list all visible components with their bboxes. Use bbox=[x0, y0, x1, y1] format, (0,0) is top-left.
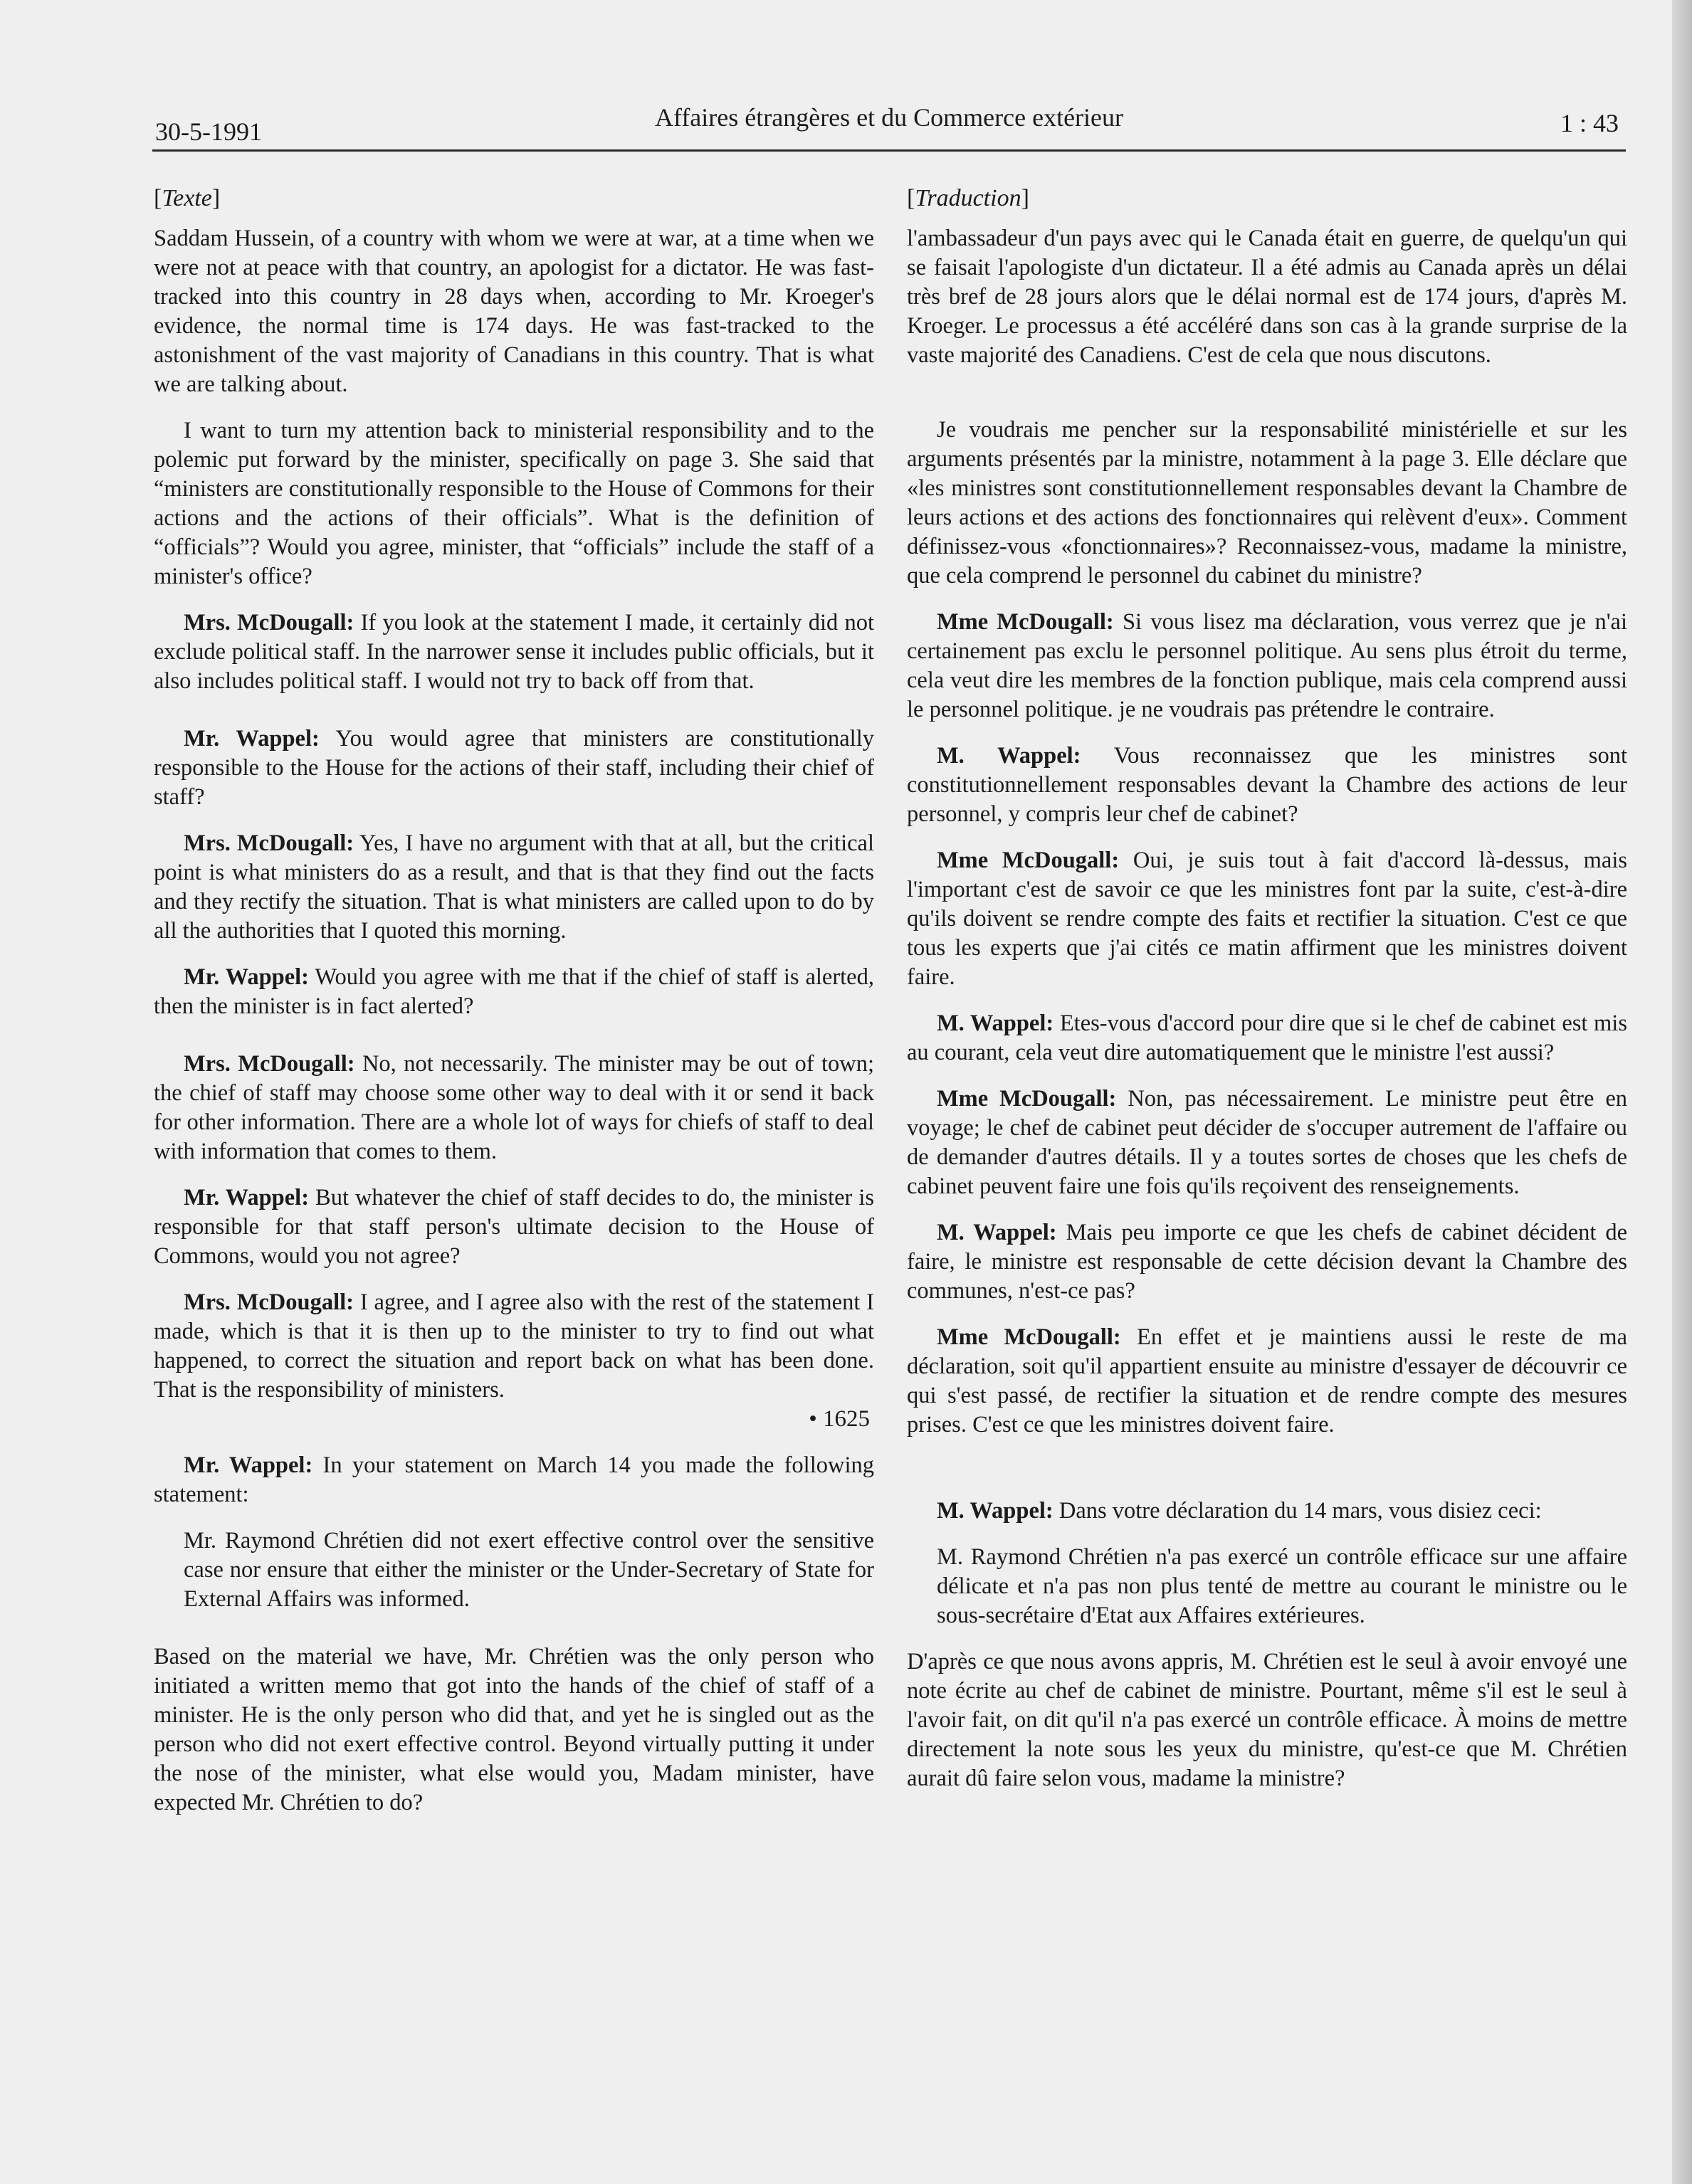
paragraph: Mrs. McDougall: No, not necessarily. The minister may be out of town; the chief of staff may choose some other way to deal with it or send it back for other information. There are a whole lot of ways for chiefs of staff to deal with information that comes to them. bbox=[154, 1051, 875, 1164]
speaker-name: M. Wappel: bbox=[937, 1011, 1054, 1036]
paragraph: Je voudrais me pencher sur la responsabilité ministérielle et sur les arguments présentés par la ministre, notamment à la page 3. Elle déclare que «les ministres sont constitutionnellement responsables devant la Chambre de leurs actions et des actions des fonctionnaires qui relèvent d'eux». Comment définissez-vous «fonctionnaires»? Reconnaissez-vous, madame la ministre, que cela comprend le personnel du cabinet du ministre? bbox=[907, 417, 1627, 589]
speaker-name: Mme McDougall: bbox=[937, 1086, 1117, 1112]
speaker-name: Mrs. McDougall: bbox=[184, 610, 354, 635]
paragraph: M. Wappel: Vous reconnaissez que les ministres sont constitutionnellement responsables devant la Chambre des actions de leur personnel, y compris leur chef de cabinet? bbox=[907, 743, 1627, 827]
paragraph: I want to turn my attention back to ministerial responsibility and to the polemic put forward by the minister, specifically on page 3. She said that “ministers are constitutionally responsible to the House of Commons for their actions and the actions of their officials”. What is the definition of “officials”? Would you agree, minister, that “officials” include the staff of a minister's office? bbox=[154, 418, 874, 589]
speaker-name: M. Wappel: bbox=[937, 1498, 1053, 1524]
speaker-name: Mrs. McDougall: bbox=[184, 1051, 355, 1077]
paragraph: Mrs. McDougall: If you look at the statement I made, it certainly did not exclude political staff. In the narrower sense it includes public officials, but it also includes political staff. I would not try to back off from that. bbox=[154, 610, 874, 694]
paragraph: Mr. Wappel: Would you agree with me that if the chief of staff is alerted, then the minister is in fact alerted? bbox=[154, 964, 874, 1019]
paragraph: l'ambassadeur d'un pays avec qui le Canada était en guerre, de quelqu'un qui se faisait l'apologiste d'un dictateur. Il a été admis au Canada après un délai très bref de 28 jours alors que le délai normal est de 174 jours, d'après M. Kroeger. Le processus a été accéléré dans son cas à la grande surprise de la vaste majorité des Canadiens. C'est de cela que nous discutons. bbox=[907, 226, 1627, 368]
speaker-name: Mr. Wappel: bbox=[184, 1452, 313, 1478]
paragraph: Mr. Wappel: In your statement on March 14 you made the following statement: bbox=[154, 1452, 874, 1507]
paragraph: M. Wappel: Mais peu importe ce que les chefs de cabinet décident de faire, le ministre est responsable de cette décision devant la Chambre des communes, n'est-ce pas? bbox=[907, 1220, 1628, 1304]
speaker-name: Mme McDougall: bbox=[937, 1324, 1121, 1350]
speaker-name: Mrs. McDougall: bbox=[184, 1289, 354, 1315]
paragraph: Saddam Hussein, of a country with whom we were at war, at a time when we were not at peace with that country, an apologist for a dictator. He was fast-tracked into this country in 28 days when, according to Mr. Kroeger's evidence, the normal time is 174 days. He was fast-tracked to the astonishment of the vast majority of Canadians in this country. That is what we are talking about. bbox=[154, 226, 874, 397]
header-page-number: 1 : 43 bbox=[1560, 109, 1619, 137]
header-title: Affaires étrangères et du Commerce extérieur bbox=[654, 103, 1124, 132]
paragraph: Mme McDougall: Oui, je suis tout à fait d'accord là-dessus, mais l'important c'est de savoir ce que les ministres font par la suite, c'est-à-dire qu'ils doivent se rendre compte des faits et rectifier la situation. C'est ce que tous les experts que j'ai cités ce matin affirment que les ministres doivent faire. bbox=[907, 848, 1627, 990]
speaker-name: Mr. Wappel: bbox=[184, 726, 320, 751]
speaker-name: M. Wappel: bbox=[937, 1220, 1057, 1245]
page-edge-shadow bbox=[1672, 0, 1692, 2184]
speaker-name: Mr. Wappel: bbox=[184, 964, 309, 990]
column-french bbox=[907, 184, 1627, 1793]
paragraph: Based on the material we have, Mr. Chrétien was the only person who initiated a written memo that got into the hands of the chief of staff of a minister. He is the only person who did that, and yet he is singled out as the person who did not exert effective control. Beyond virtually putting it under the nose of the minister, what else would you, Madam minister, have expected Mr. Chrétien to do? bbox=[154, 1644, 874, 1815]
paragraph: M. Wappel: Dans votre déclaration du 14 mars, vous disiez ceci: bbox=[937, 1498, 1542, 1524]
speaker-name: Mr. Wappel: bbox=[184, 1185, 310, 1210]
quoted-statement: M. Raymond Chrétien n'a pas exercé un contrôle efficace sur une affaire délicate et n'a pas non plus tenté de mettre au courant le ministre ou le sous-secrétaire d'Etat aux Affaires extérieures. bbox=[937, 1544, 1627, 1628]
paragraph: Mme McDougall: Non, pas nécessairement. Le ministre peut être en voyage; le chef de cabinet peut décider de s'occuper autrement de l'affaire ou de demander d'autres détails. Il y a toutes sortes de choses que les chefs de cabinet peuvent faire une fois qu'ils reçoivent des renseignements. bbox=[907, 1086, 1628, 1199]
speaker-name: Mme McDougall: bbox=[937, 609, 1114, 635]
paragraph: D'après ce que nous avons appris, M. Chrétien est le seul à avoir envoyé une note écrite au chef de cabinet de ministre. Pourtant, même s'il est le seul à l'avoir fait, on dit qu'il n'a pas exercé un contrôle efficace. À moins de mettre directement la note sous les yeux du ministre, qu'est-ce que M. Chrétien aurait dû faire selon vous, madame la ministre? bbox=[907, 1649, 1627, 1791]
paragraph: Mr. Wappel: You would agree that ministers are constitutionally responsible to the House for the actions of their staff, including their chief of staff? bbox=[154, 726, 874, 810]
paragraph: Mr. Wappel: But whatever the chief of staff decides to do, the minister is responsible for that staff person's ultimate decision to the House of Commons, would you not agree? bbox=[154, 1185, 875, 1269]
speaker-name: Mme McDougall: bbox=[937, 848, 1120, 873]
language-label: [Texte] bbox=[154, 185, 221, 211]
column-english bbox=[154, 184, 874, 1818]
speaker-name: M. Wappel: bbox=[937, 743, 1081, 769]
page-header bbox=[152, 100, 1626, 152]
paragraph: Mrs. McDougall: Yes, I have no argument with that at all, but the critical point is what ministers do as a result, and that is that they find out the facts and they rectify the situation. That is what ministers are called upon to do by all the authorities that I quoted this morning. bbox=[154, 830, 874, 944]
speaker-name: Mrs. McDougall: bbox=[184, 830, 354, 856]
language-label: [Traduction] bbox=[907, 185, 1029, 211]
header-date: 30-5-1991 bbox=[155, 117, 262, 146]
paragraph: Mme McDougall: Si vous lisez ma déclaration, vous verrez que je n'ai certainement pas exclu le personnel politique. Au sens plus étroit du terme, cela veut dire les membres de la fonction publique, mais cela comprend aussi le personnel politique. je ne voudrais pas prétendre le contraire. bbox=[907, 609, 1628, 722]
timestamp: • 1625 bbox=[809, 1406, 870, 1432]
paragraph: Mme McDougall: En effet et je maintiens aussi le reste de ma déclaration, soit qu'il appartient ensuite au ministre d'essayer de découvrir ce qui s'est passé, de rectifier la situation et de rendre compte des mesures prises. C'est ce que les ministres doivent faire. bbox=[907, 1324, 1628, 1437]
quoted-statement: Mr. Raymond Chrétien did not exert effective control over the sensitive case nor ensure that either the minister or the Under-Secretary of State for External Affairs was informed. bbox=[184, 1528, 874, 1612]
paragraph: Mrs. McDougall: I agree, and I agree also with the rest of the statement I made, which is that it is then up to the minister to try to find out what happened, to correct the situation and report back on what has been done. That is the responsibility of ministers. bbox=[154, 1289, 875, 1403]
paragraph: M. Wappel: Etes-vous d'accord pour dire que si le chef de cabinet est mis au courant, cela veut dire automatiquement que le ministre l'est aussi? bbox=[907, 1011, 1627, 1065]
